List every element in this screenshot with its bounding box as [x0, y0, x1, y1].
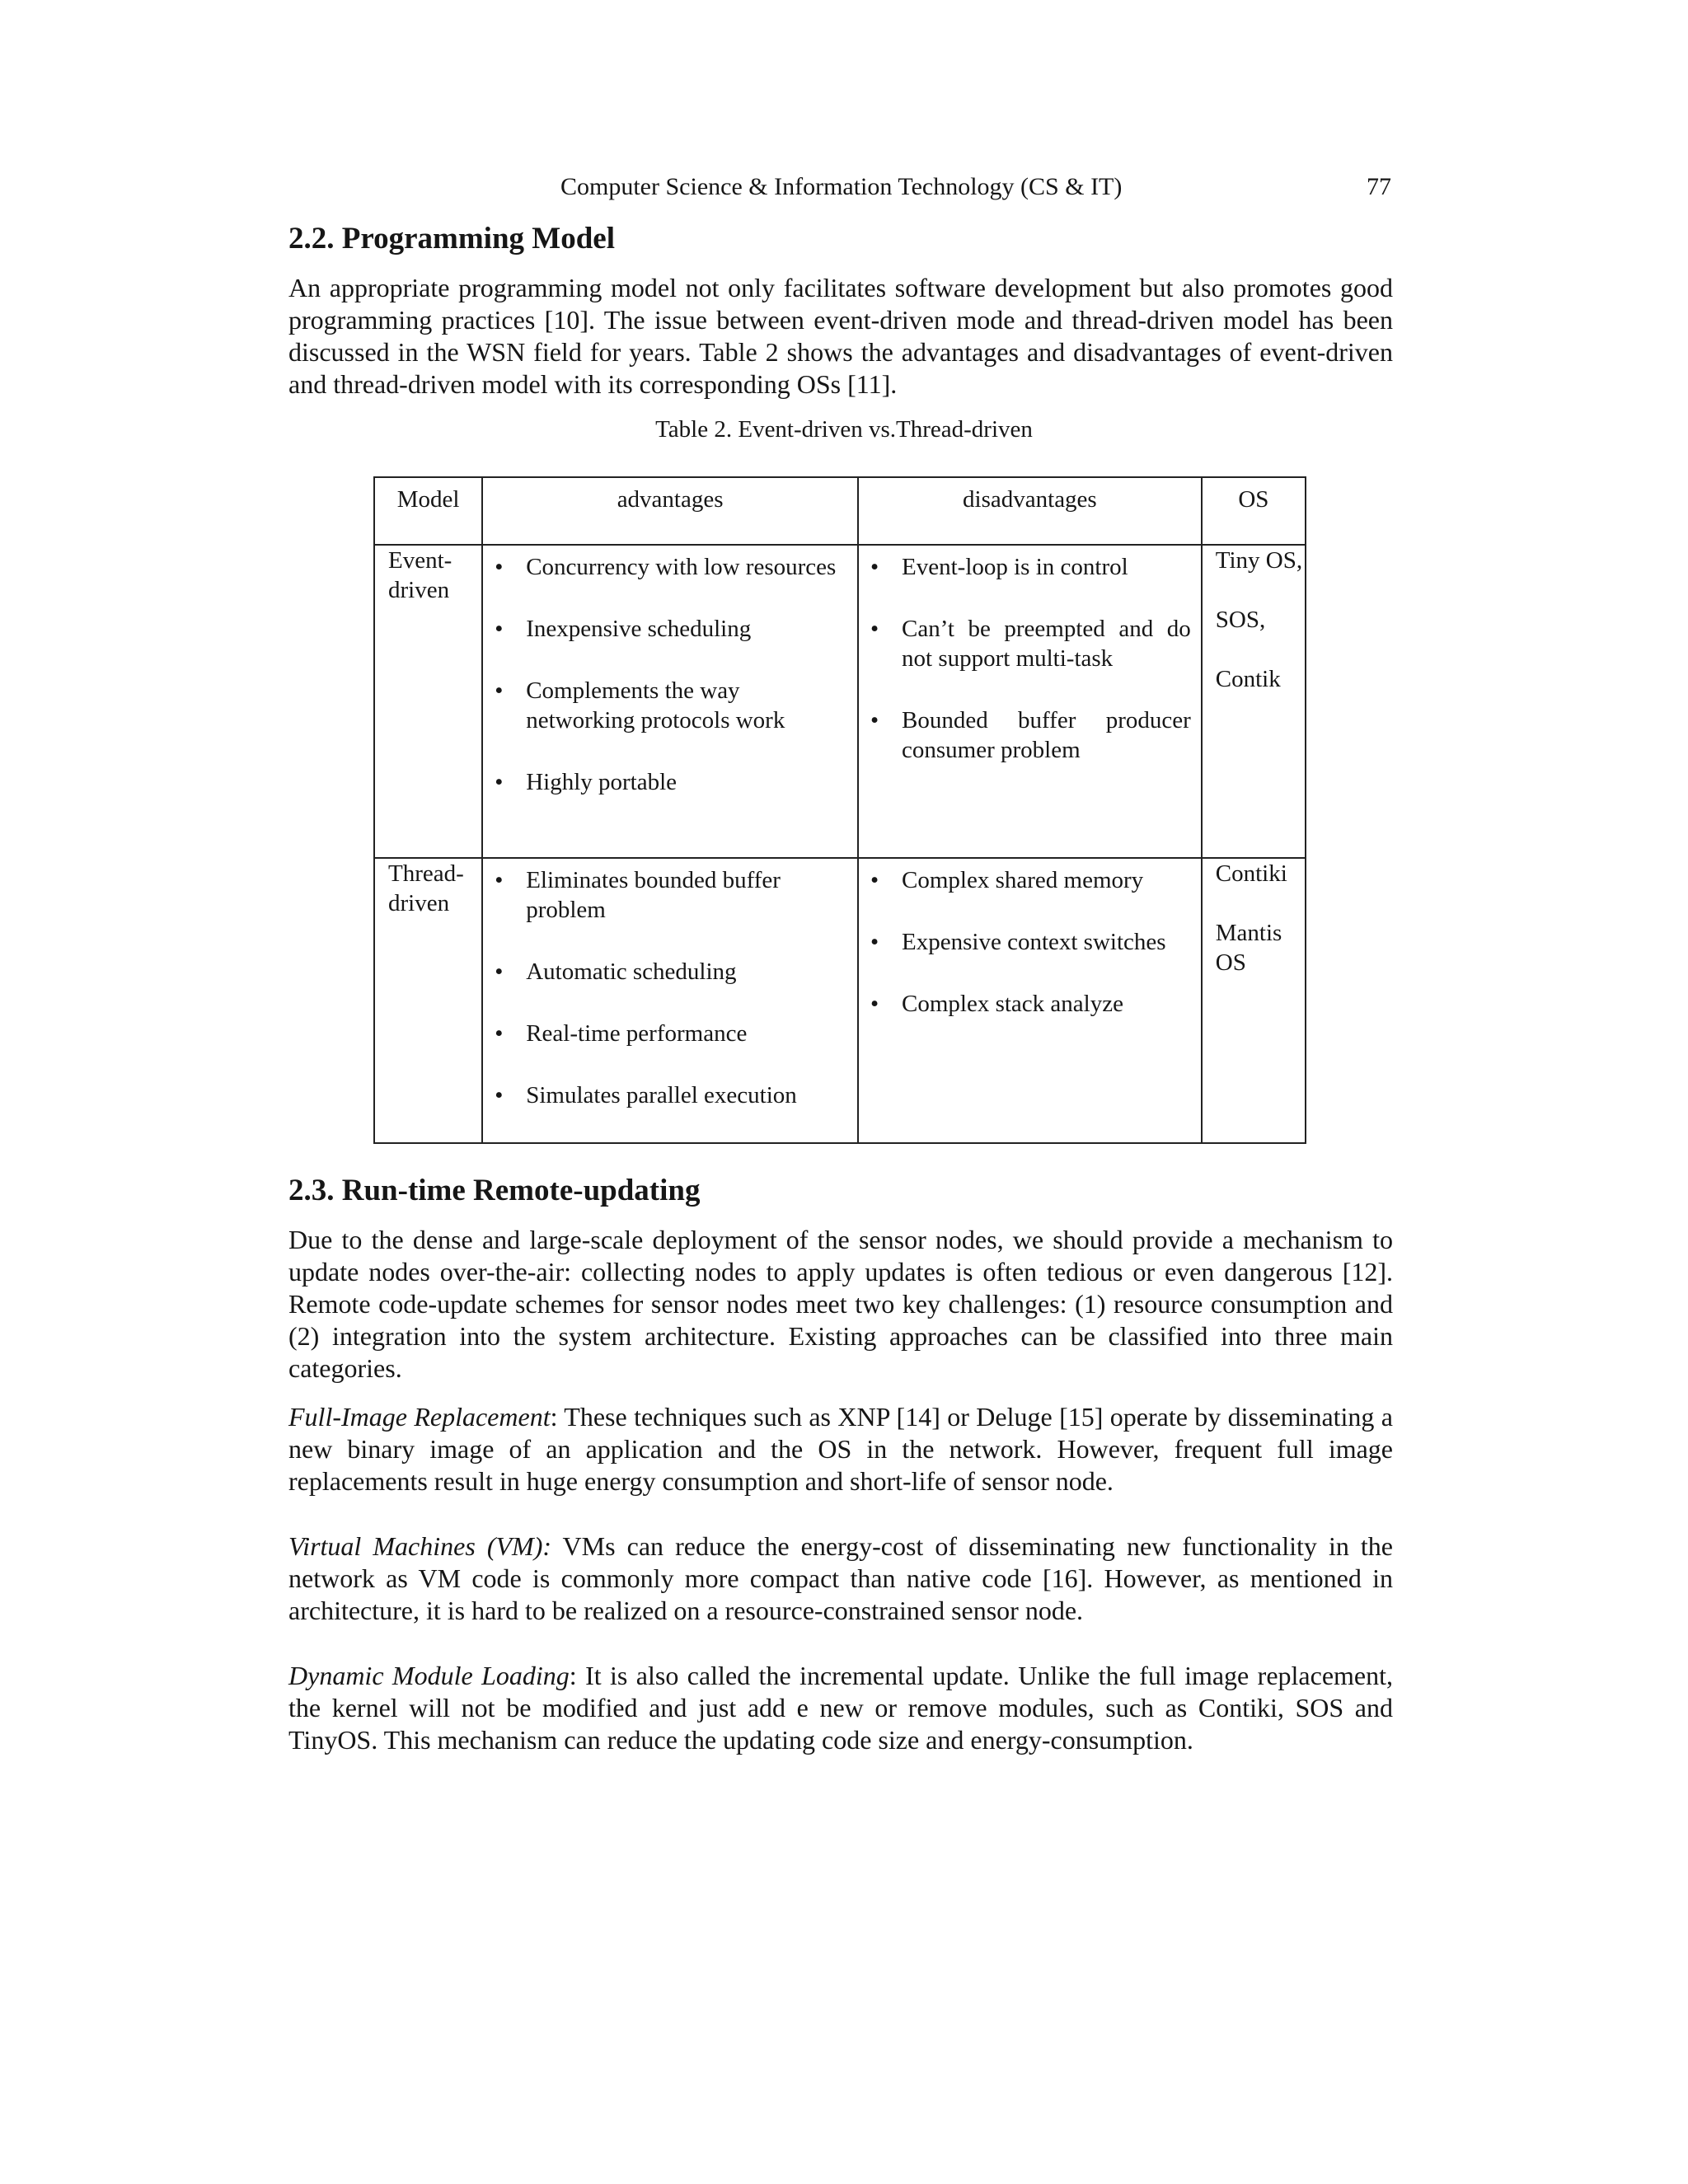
term-full-image-replacement: Full-Image Replacement	[288, 1402, 551, 1432]
table-row	[374, 858, 1306, 1143]
list-item: • Automatic scheduling	[483, 957, 857, 987]
term-virtual-machines: Virtual Machines (VM):	[288, 1531, 552, 1561]
os-cell	[1202, 858, 1306, 1143]
section-heading-remote-updating: 2.3. Run-time Remote-updating	[288, 1174, 701, 1207]
disadvantages-cell	[858, 545, 1202, 858]
list-item: • Can’t be preempted and do not support multi-task	[859, 614, 1201, 673]
virtual-machines-text: VMs can reduce the energy-cost of disseminating new functionality in the network as VM code is commonly more compact than native code [16]. However, as mentioned in architecture, it is hard to be realized on a resource-constrained sensor node.	[288, 1531, 1394, 1625]
os-name: SOS,	[1215, 607, 1266, 633]
header-disadvantages: disadvantages	[858, 477, 1202, 545]
list-item: • Simulates parallel execution	[483, 1080, 857, 1110]
os-cell	[1202, 545, 1306, 858]
remote-updating-intro-paragraph: Due to the dense and large-scale deployment of the sensor nodes, we should provide a mechanism to update nodes over-the-air: collecting nodes to apply updates is often tedious or even dangerous [12]. Remote code-update schemes for sensor nodes meet two key challenges: (1) resource consumption and (2) integration into the system architecture. Existing approaches can be classified into three main categories.	[288, 1225, 1393, 1383]
list-item: • Inexpensive scheduling	[483, 614, 857, 644]
header-os: OS	[1202, 477, 1306, 545]
virtual-machines-paragraph	[288, 1530, 1393, 1627]
dynamic-module-loading-text: : It is also called the incremental update. Unlike the full image replacement, the kernel will not be modified and just add e new or remove modules, such as Contiki, SOS and TinyOS. This mechanism can reduce the updating code size and energy-consumption.	[288, 1661, 1394, 1755]
os-name: Tiny OS,	[1215, 547, 1303, 574]
list-item: • Concurrency with low resources	[483, 552, 857, 582]
section-heading-programming-model: 2.2. Programming Model	[288, 222, 615, 255]
list-item: • Highly portable	[483, 767, 857, 797]
list-item: • Complex stack analyze	[859, 989, 1201, 1019]
os-name: Mantis OS	[1215, 920, 1282, 976]
table-row	[374, 545, 1306, 858]
page-number: 77	[1367, 173, 1391, 200]
disadvantages-cell	[858, 858, 1202, 1143]
list-item: • Bounded buffer producer consumer problem	[859, 705, 1201, 765]
os-name: Contiki	[1215, 860, 1287, 887]
table-caption: Table 2. Event-driven vs.Thread-driven	[655, 416, 1033, 443]
advantages-cell	[482, 545, 858, 858]
list-item: • Expensive context switches	[859, 927, 1201, 957]
model-cell: Thread-driven	[374, 858, 482, 1143]
full-image-text: : These techniques such as XNP [14] or Deluge [15] operate by disseminating a new binary image of an application and the OS in the network. However, frequent full image replacements result in huge energy consumption and short-life of sensor node.	[288, 1402, 1394, 1496]
term-dynamic-module-loading: Dynamic Module Loading	[288, 1661, 570, 1690]
running-header: Computer Science & Information Technology (CS & IT)	[560, 173, 1123, 200]
list-item: • Complex shared memory	[859, 865, 1201, 895]
advantages-cell	[482, 858, 858, 1143]
header-advantages: advantages	[482, 477, 858, 545]
dynamic-module-loading-paragraph	[288, 1660, 1393, 1756]
list-item: • Eliminates bounded buffer problem	[483, 865, 857, 925]
list-item: • Event-loop is in control	[859, 552, 1201, 582]
table-header-row	[374, 477, 1306, 545]
list-item: • Real-time performance	[483, 1019, 857, 1048]
header-model: Model	[374, 477, 482, 545]
comparison-table	[373, 476, 1306, 1144]
list-item: • Complements the way networking protocols work	[483, 676, 857, 735]
model-cell: Event-driven	[374, 545, 482, 858]
os-name: Contik	[1215, 666, 1281, 692]
full-image-paragraph	[288, 1401, 1393, 1497]
programming-model-paragraph: An appropriate programming model not only facilitates software development but also promotes good programming practices [10]. The issue between event-driven mode and thread-driven model has been discussed in the WSN field for years. Table 2 shows the advantages and disadvantages of event-driven and thread-driven model with its corresponding OSs [11].	[288, 273, 1393, 399]
